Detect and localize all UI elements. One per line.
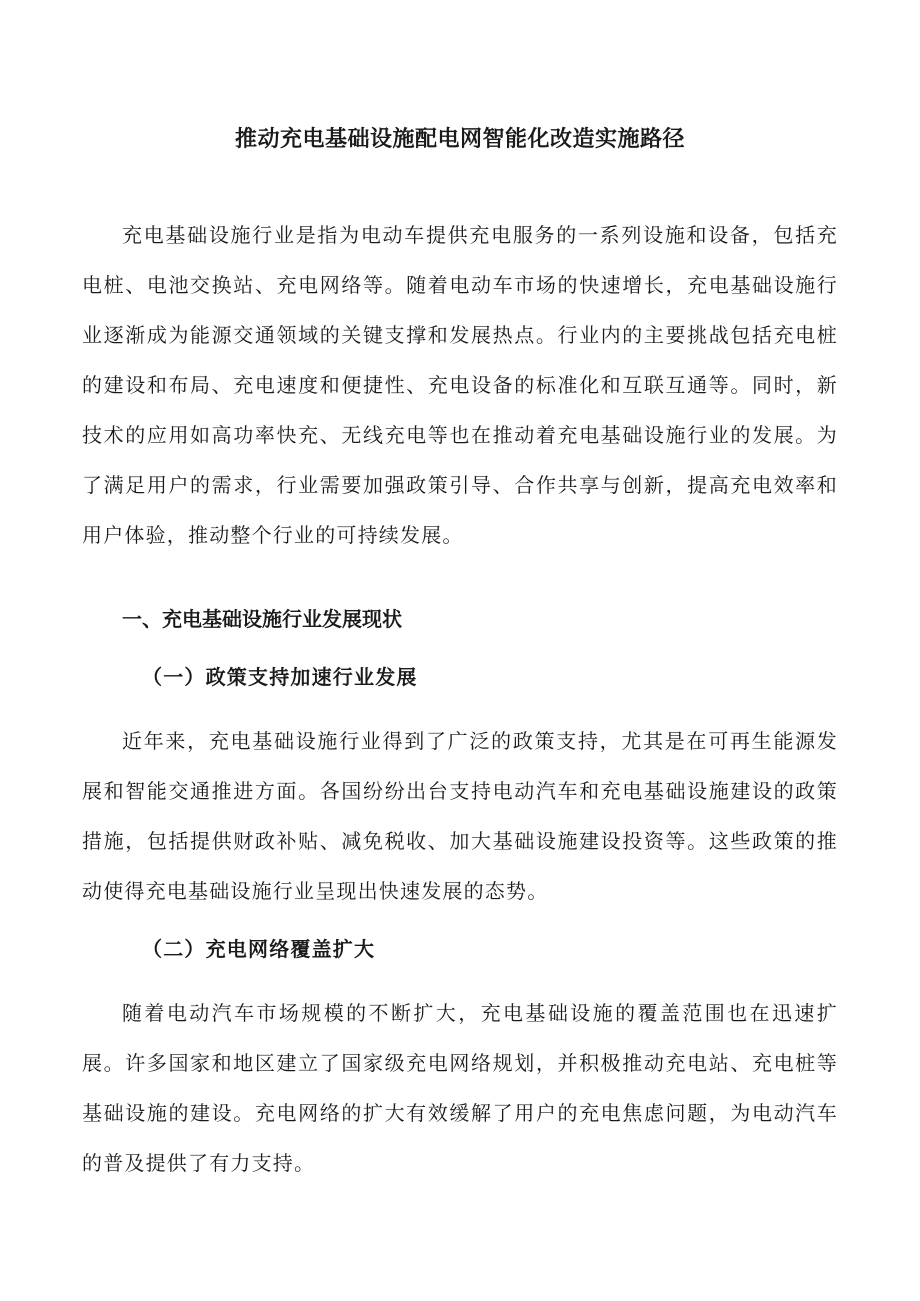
subsection-2-heading: （二）充电网络覆盖扩大 bbox=[142, 937, 376, 961]
document-title: 推动充电基础设施配电网智能化改造实施路径 bbox=[234, 127, 685, 152]
section-1-heading: 一、充电基础设施行业发展现状 bbox=[122, 607, 402, 631]
subsection-2-paragraph: 随着电动汽车市场规模的不断扩大，充电基础设施的覆盖范围也在迅速扩展。许多国家和地区建立了国家级充电网络规划，并积极推动充电站、充电桩等基础设施的建设。充电网络的扩大有效缓解了用户的充电焦虑问题，为电动汽车的普及提供了有力支持。 bbox=[82, 1001, 838, 1175]
subsection-1-heading: （一）政策支持加速行业发展 bbox=[142, 665, 418, 689]
intro-paragraph: 充电基础设施行业是指为电动车提供充电服务的一系列设施和设备，包括充电桩、电池交换站、充电网络等。随着电动车市场的快速增长，充电基础设施行业逐渐成为能源交通领域的关键支撑和发展热点。行业内的主要挑战包括充电桩的建设和布局、充电速度和便捷性、充电设备的标准化和互联互通等。同时，新技术的应用如高功率快充、无线充电等也在推动着充电基础设施行业的发展。为了满足用户的需求，行业需要加强政策引导、合作共享与创新，提高充电效率和用户体验，推动整个行业的可持续发展。 bbox=[82, 223, 838, 547]
subsection-1-paragraph: 近年来，充电基础设施行业得到了广泛的政策支持，尤其是在可再生能源发展和智能交通推进方面。各国纷纷出台支持电动汽车和充电基础设施建设的政策措施，包括提供财政补贴、减免税收、加大基础设施建设投资等。这些政策的推动使得充电基础设施行业呈现出快速发展的态势。 bbox=[82, 729, 838, 903]
